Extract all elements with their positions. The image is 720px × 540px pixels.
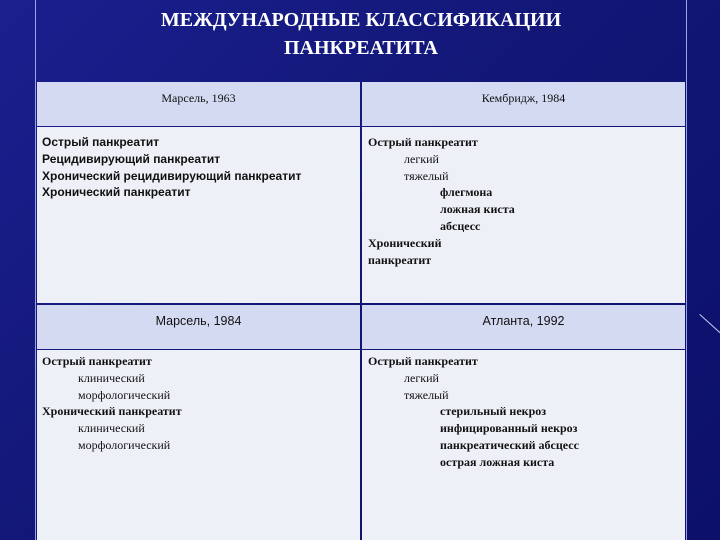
list-item: панкреатический абсцесс	[440, 437, 579, 452]
header-atlanta-1992: Атланта, 1992	[362, 305, 685, 349]
title-line-2: ПАНКРЕАТИТА	[284, 37, 438, 59]
list-item: Острый панкреатит	[368, 135, 478, 149]
list-item: острая ложная киста	[440, 454, 555, 469]
cell-cambridge-1984	[362, 127, 685, 303]
list-item: флегмона	[440, 185, 493, 200]
list-item: легкий	[404, 151, 439, 166]
list-item: панкреатит	[368, 252, 432, 267]
cell-marseille-1963	[37, 127, 360, 303]
list-item: Острый панкреатит	[368, 354, 478, 368]
list-item: Хронический	[368, 235, 442, 250]
list-item: Хронический рецидивирующий панкреатит	[42, 168, 302, 183]
list-item: клинический	[78, 421, 145, 436]
header-cambridge-1984: Кембридж, 1984	[362, 82, 685, 126]
list-item: клинический	[78, 370, 145, 385]
list-item: стерильный некроз	[440, 404, 547, 419]
list-item: морфологический	[78, 387, 171, 402]
list-item: Хронический панкреатит	[42, 404, 182, 419]
list-item: Хронический панкреатит	[42, 185, 191, 200]
list-item: ложная киста	[440, 202, 515, 217]
list-item: морфологический	[78, 437, 171, 452]
decorative-line	[699, 314, 720, 342]
list-item: инфицированный некроз	[440, 421, 578, 436]
cell-marseille-1984	[37, 350, 360, 540]
list-item: Острый панкреатит	[42, 135, 160, 149]
list-item: Рецидивирующий панкреатит	[42, 151, 221, 166]
header-marseille-1984: Марсель, 1984	[37, 305, 360, 349]
title-line-1: МЕЖДУНАРОДНЫЕ КЛАССИФИКАЦИИ	[160, 9, 562, 31]
list-item: Острый панкреатит	[42, 354, 152, 368]
header-marseille-1963: Марсель, 1963	[37, 82, 360, 126]
list-item: абсцесс	[440, 218, 481, 233]
list-item: легкий	[404, 370, 439, 385]
slide-title	[37, 0, 685, 80]
cell-atlanta-1992	[362, 350, 685, 540]
list-item: тяжелый	[404, 168, 449, 183]
list-item: тяжелый	[404, 387, 449, 402]
